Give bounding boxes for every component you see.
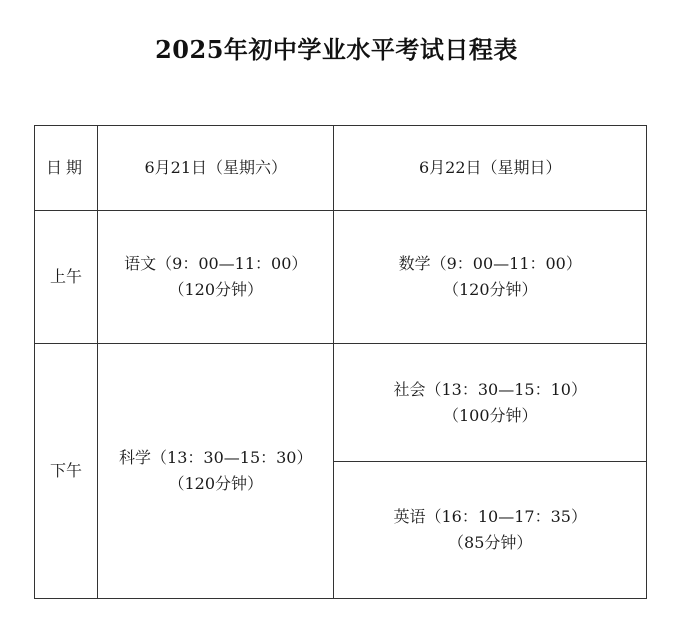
morning-label-cell bbox=[35, 211, 98, 344]
afternoon-label: 下午 bbox=[50, 461, 83, 480]
date-label-cell bbox=[35, 126, 98, 211]
morning-row bbox=[35, 211, 647, 344]
morning-day2-cell bbox=[334, 211, 647, 344]
morning-day2-duration: （120分钟） bbox=[442, 280, 538, 299]
afternoon-day1-cell bbox=[98, 344, 334, 599]
afternoon-day2-second-duration: （85分钟） bbox=[448, 533, 533, 552]
morning-day1-subject: 语文（9：00—11：00） bbox=[124, 254, 308, 273]
morning-day1-duration: （120分钟） bbox=[168, 280, 264, 299]
day2-header: 6月22日（星期日） bbox=[418, 158, 562, 177]
morning-label: 上午 bbox=[50, 267, 83, 286]
morning-day1-cell bbox=[98, 211, 334, 344]
day2-header-cell bbox=[334, 126, 647, 211]
afternoon-row bbox=[35, 344, 647, 462]
exam-schedule-table bbox=[34, 125, 647, 599]
page-title: 2025年初中学业水平考试日程表 bbox=[155, 35, 518, 64]
afternoon-day2-second-cell bbox=[334, 462, 647, 599]
afternoon-day1-duration: （120分钟） bbox=[168, 474, 264, 493]
afternoon-day2-first-duration: （100分钟） bbox=[442, 405, 538, 425]
day1-header-cell bbox=[98, 126, 334, 211]
morning-day2-subject: 数学（9：00—11：00） bbox=[398, 254, 582, 273]
date-label: 日期 bbox=[46, 158, 87, 177]
afternoon-day2-first-subject: 社会（13：30—15：10） bbox=[393, 379, 587, 399]
table-header-row bbox=[35, 126, 647, 211]
afternoon-label-cell bbox=[35, 344, 98, 599]
afternoon-day2-second-subject: 英语（16：10—17：35） bbox=[393, 507, 587, 526]
afternoon-day2-first-cell bbox=[334, 344, 647, 462]
day1-header: 6月21日（星期六） bbox=[144, 158, 288, 177]
afternoon-day1-subject: 科学（13：30—15：30） bbox=[119, 448, 313, 467]
